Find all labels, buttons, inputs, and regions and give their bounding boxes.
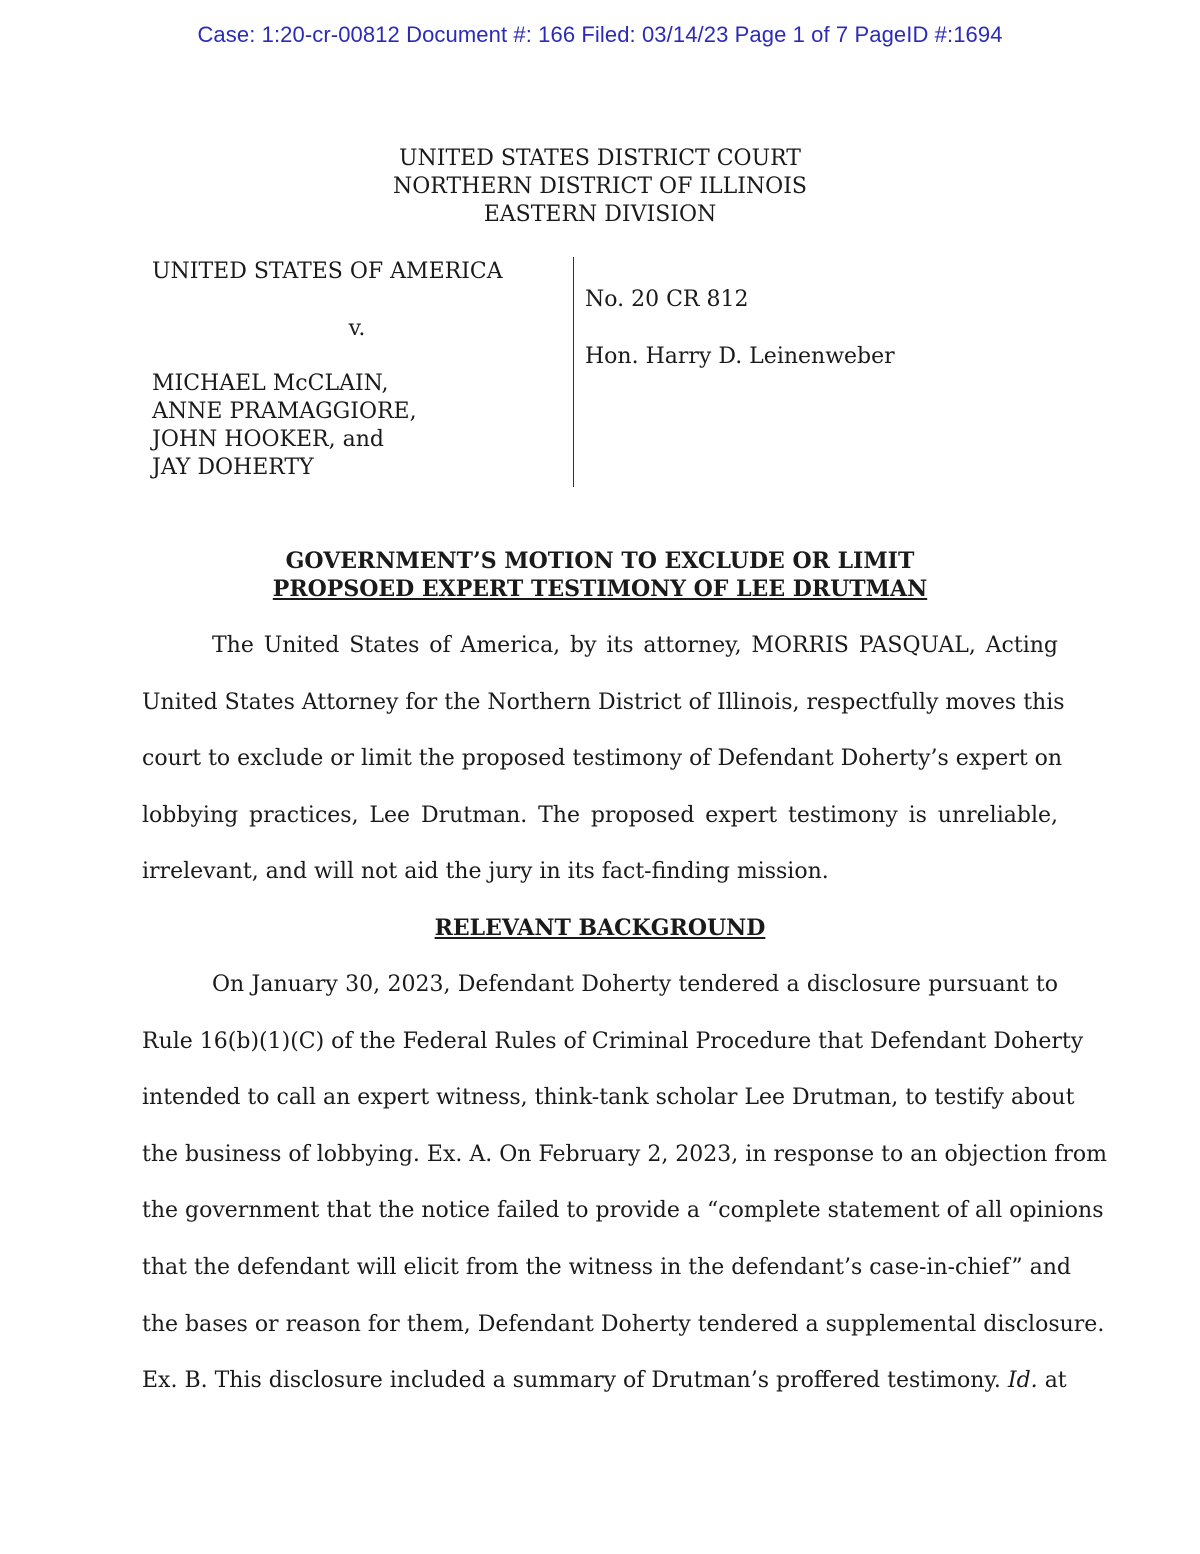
section-heading: RELEVANT BACKGROUND — [434, 915, 766, 941]
defendant-name: ANNE PRAMAGGIORE, — [152, 399, 417, 424]
paragraph-line: the bases or reason for them, Defendant Doherty tendered a supplemental disclosure. — [142, 1311, 1105, 1337]
paragraph-line: Rule 16(b)(1)(C) of the Federal Rules of Criminal Procedure that Defendant Doherty — [142, 1028, 1084, 1054]
motion-title-line-2: PROPSOED EXPERT TESTIMONY OF LEE DRUTMAN — [272, 576, 928, 602]
plaintiff-name: UNITED STATES OF AMERICA — [152, 259, 503, 284]
versus-label: v. — [348, 316, 366, 341]
case-caption-details — [585, 286, 895, 371]
case-number: No. 20 CR 812 — [585, 287, 749, 312]
court-heading — [0, 145, 1200, 229]
background-paragraph — [142, 957, 1108, 1410]
paragraph-line: The United States of America, by its attorney, MORRIS PASQUAL, Acting — [212, 633, 1058, 658]
paragraph-line: irrelevant, and will not aid the jury in its fact-finding mission. — [142, 859, 829, 885]
intro-paragraph — [142, 618, 1065, 901]
court-name: UNITED STATES DISTRICT COURT — [399, 146, 801, 171]
paragraph-line: intended to call an expert witness, think-tank scholar Lee Drutman, to testify about — [142, 1085, 1075, 1111]
paragraph-line-final — [142, 1353, 1067, 1410]
paragraph-line: the government that the notice failed to provide a “complete statement of all opinions — [142, 1198, 1104, 1224]
caption-divider — [573, 257, 574, 487]
presiding-judge: Hon. Harry D. Leinenweber — [585, 344, 895, 369]
paragraph-line: that the defendant will elicit from the witness in the defendant’s case-in-chief” and — [142, 1254, 1071, 1280]
defendant-name: JOHN HOOKER, and — [152, 427, 384, 452]
court-division: EASTERN DIVISION — [483, 202, 717, 227]
motion-title-line-1: GOVERNMENT’S MOTION TO EXCLUDE OR LIMIT — [285, 548, 915, 574]
case-filing-stamp: Case: 1:20-cr-00812 Document #: 166 Filed: 03/14/23 Page 1 of 7 PageID #:1694 — [197, 22, 1003, 47]
paragraph-line-text: Ex. B. This disclosure included a summary of Drutman’s proffered testimony. — [142, 1368, 1001, 1394]
court-district: NORTHERN DISTRICT OF ILLINOIS — [393, 174, 807, 199]
citation-at: at — [1044, 1368, 1067, 1394]
paragraph-line: United States Attorney for the Northern District of Illinois, respectfully moves this — [142, 689, 1065, 715]
motion-title — [0, 547, 1200, 603]
paragraph-line: On January 30, 2023, Defendant Doherty tendered a disclosure pursuant to — [212, 972, 1058, 997]
paragraph-line: court to exclude or limit the proposed testimony of Defendant Doherty’s expert on — [142, 746, 1063, 772]
case-caption-parties — [152, 258, 562, 482]
paragraph-line: the business of lobbying. Ex. A. On February 2, 2023, in response to an objection from — [142, 1141, 1108, 1167]
defendant-name: JAY DOHERTY — [152, 455, 314, 480]
paragraph-line: lobbying practices, Lee Drutman. The proposed expert testimony is unreliable, — [142, 802, 1058, 828]
defendant-name: MICHAEL McCLAIN, — [152, 371, 389, 396]
citation-id: Id. — [1007, 1368, 1038, 1394]
